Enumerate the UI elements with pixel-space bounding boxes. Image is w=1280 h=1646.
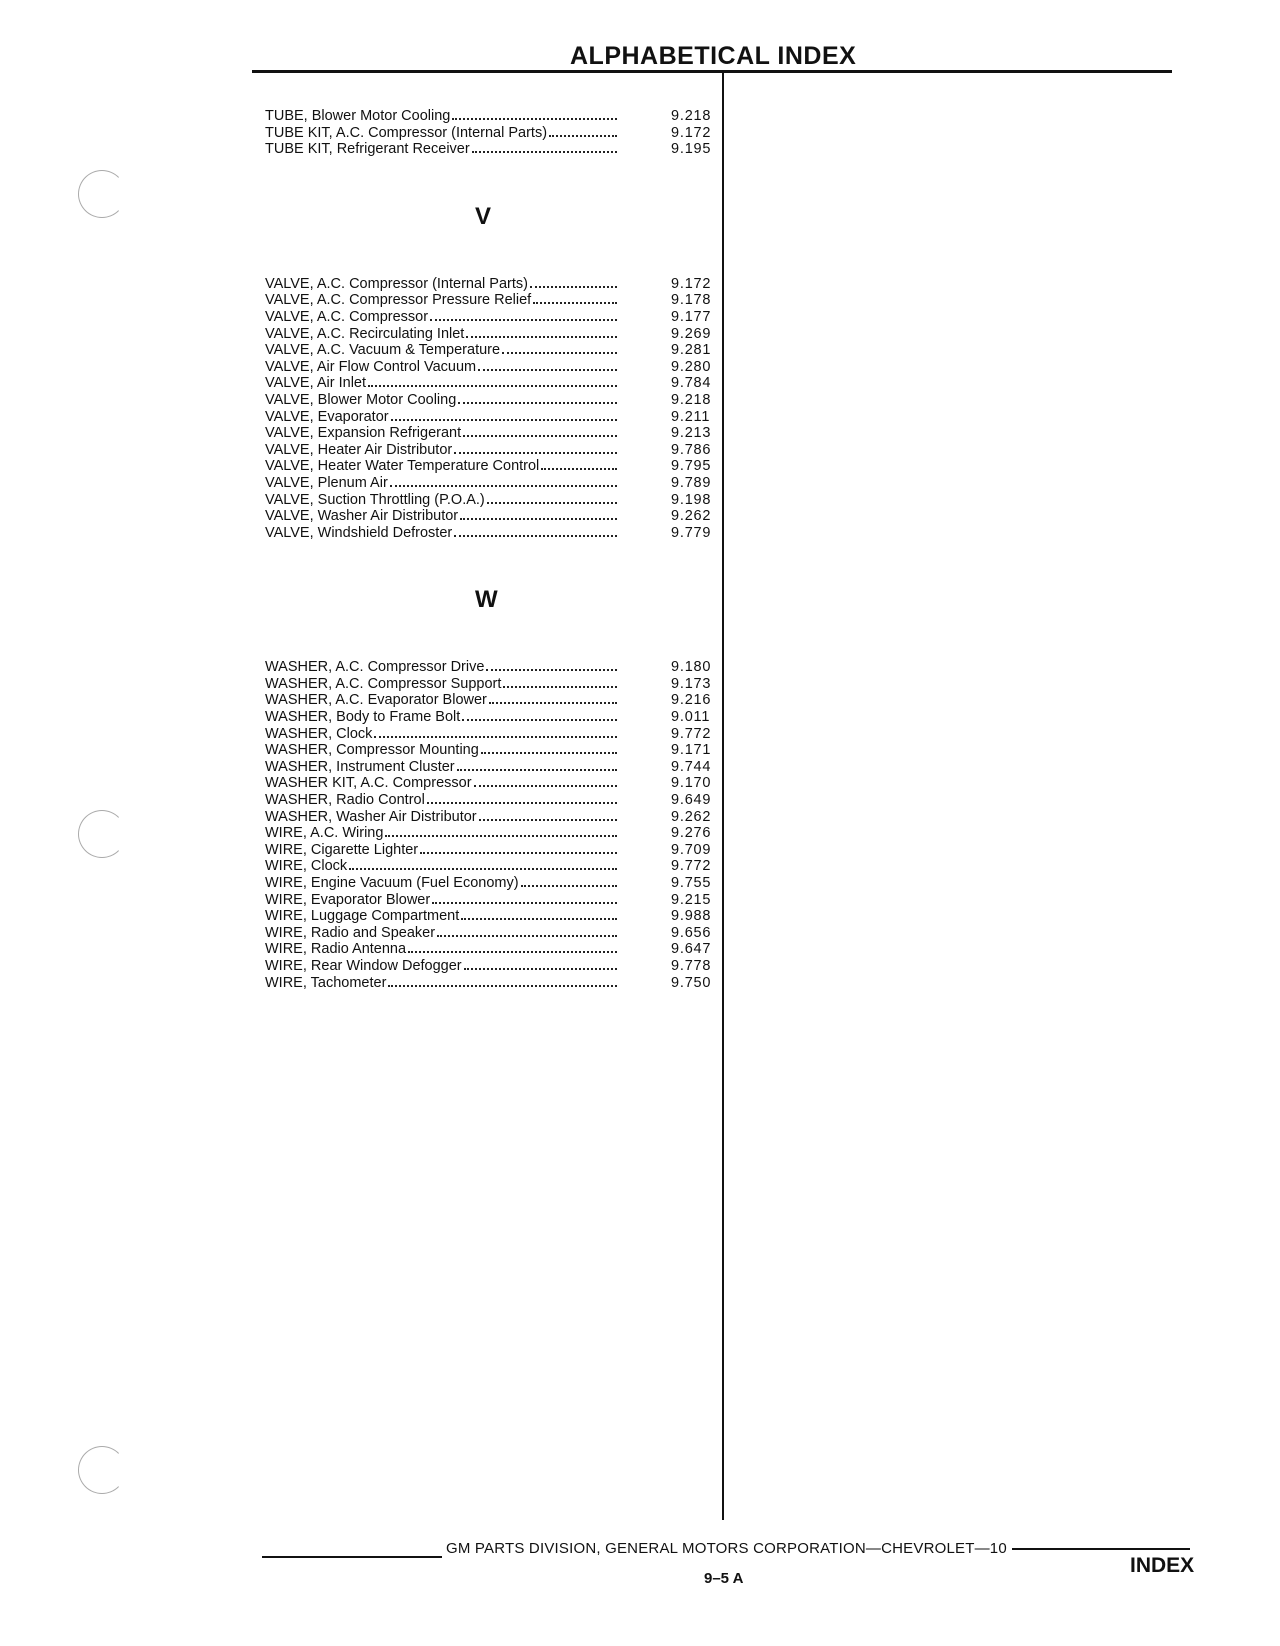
- index-entry: [265, 809, 715, 826]
- dot-leader: [420, 852, 617, 854]
- entry-label: WIRE, Radio and Speaker: [265, 924, 436, 941]
- dot-leader: [368, 385, 617, 387]
- dot-leader: [481, 752, 617, 754]
- index-entry: [265, 726, 715, 743]
- entry-page-ref: 9.750: [671, 974, 712, 991]
- index-entry: [265, 858, 715, 875]
- dot-leader: [464, 968, 617, 970]
- entry-page-ref: 9.172: [671, 275, 712, 292]
- dot-leader: [487, 502, 617, 504]
- index-entry: [265, 742, 715, 759]
- column-divider: [722, 72, 724, 1520]
- entry-page-ref: 9.755: [671, 875, 712, 891]
- punch-hole-middle: [78, 810, 126, 858]
- entry-page-ref: 9.173: [671, 675, 712, 692]
- entry-label: WIRE, Evaporator Blower: [265, 891, 431, 908]
- dot-leader: [472, 151, 617, 153]
- entry-label: TUBE KIT, A.C. Compressor (Internal Parts): [265, 124, 548, 141]
- entry-label: WASHER, A.C. Compressor Support: [265, 675, 502, 692]
- index-entry: [265, 792, 715, 809]
- entry-label: VALVE, A.C. Vacuum & Temperature: [265, 342, 501, 359]
- index-entry: [265, 359, 715, 376]
- index-entry: [265, 892, 715, 909]
- entry-page-ref: 9.772: [671, 858, 712, 875]
- entry-label: WASHER, Instrument Cluster: [265, 758, 455, 775]
- entry-page-ref: 9.198: [671, 491, 712, 508]
- dot-leader: [503, 686, 617, 688]
- dot-leader: [474, 785, 617, 787]
- entry-page-ref: 9.180: [671, 659, 712, 676]
- dot-leader: [458, 402, 617, 404]
- entry-label: WIRE, Luggage Compartment: [265, 908, 460, 925]
- entry-page-ref: 9.647: [671, 941, 712, 958]
- entry-page-ref: 9.784: [671, 375, 712, 392]
- index-entry: [265, 958, 715, 975]
- dot-leader: [385, 835, 617, 837]
- index-entry: [265, 842, 715, 859]
- page-title: ALPHABETICAL INDEX: [570, 42, 857, 70]
- dot-leader: [541, 468, 617, 470]
- entry-label: WIRE, A.C. Wiring: [265, 825, 384, 842]
- index-entry: [265, 492, 715, 509]
- index-entry: [265, 425, 715, 442]
- dot-leader: [391, 419, 617, 421]
- entry-label: WASHER, A.C. Evaporator Blower: [265, 692, 487, 709]
- entry-label: VALVE, Blower Motor Cooling: [265, 391, 457, 408]
- index-entry: [265, 375, 715, 392]
- index-entry: [265, 775, 715, 792]
- dot-leader: [408, 951, 617, 953]
- entry-label: TUBE KIT, Refrigerant Receiver: [265, 141, 470, 158]
- index-entry: [265, 392, 715, 409]
- dot-leader: [390, 485, 617, 487]
- entry-label: VALVE, Windshield Defroster: [265, 524, 453, 541]
- entry-label: VALVE, Washer Air Distributor: [265, 508, 459, 525]
- entry-label: VALVE, Expansion Refrigerant: [265, 425, 462, 442]
- index-entry: [265, 709, 715, 726]
- entry-label: WASHER, A.C. Compressor Drive: [265, 659, 485, 676]
- dot-leader: [349, 868, 617, 870]
- entry-label: VALVE, Heater Water Temperature Control: [265, 458, 540, 475]
- index-entry: [265, 458, 715, 475]
- entry-label: WASHER, Washer Air Distributor: [265, 808, 477, 825]
- index-entry: [265, 475, 715, 492]
- index-entry: [265, 292, 715, 309]
- entry-page-ref: 9.269: [671, 325, 712, 342]
- index-entry: [265, 125, 715, 142]
- entry-page-ref: 9.218: [671, 108, 712, 124]
- index-entry: [265, 508, 715, 525]
- index-section-w: [265, 659, 715, 991]
- index-entry: [265, 908, 715, 925]
- entry-page-ref: 9.216: [671, 692, 712, 709]
- entry-label: WASHER, Radio Control: [265, 792, 425, 809]
- dot-leader: [432, 902, 617, 904]
- entry-page-ref: 9.280: [671, 358, 712, 375]
- index-entry: [265, 925, 715, 942]
- entry-page-ref: 9.778: [671, 957, 712, 974]
- entry-page-ref: 9.779: [671, 524, 712, 541]
- entry-page-ref: 9.172: [671, 124, 712, 141]
- dot-leader: [452, 118, 617, 120]
- dot-leader: [388, 985, 617, 987]
- index-section-v: [265, 276, 715, 542]
- entry-label: WIRE, Cigarette Lighter: [265, 841, 419, 858]
- entry-page-ref: 9.276: [671, 825, 712, 842]
- entry-label: WASHER, Body to Frame Bolt: [265, 709, 461, 726]
- index-entry: [265, 276, 715, 293]
- index-entry: [265, 409, 715, 426]
- index-entry: [265, 108, 715, 125]
- footer-rule-right: [1012, 1548, 1190, 1550]
- entry-page-ref: 9.211: [671, 408, 711, 425]
- entry-label: VALVE, A.C. Compressor (Internal Parts): [265, 275, 528, 292]
- dot-leader: [530, 286, 617, 288]
- entry-label: WASHER, Compressor Mounting: [265, 742, 479, 759]
- dot-leader: [437, 935, 617, 937]
- index-entry: [265, 975, 715, 992]
- index-entry: [265, 342, 715, 359]
- entry-page-ref: 9.262: [671, 508, 712, 525]
- entry-label: VALVE, A.C. Compressor: [265, 308, 429, 325]
- entry-page-ref: 9.213: [671, 425, 712, 442]
- entry-label: VALVE, Air Flow Control Vacuum: [265, 358, 477, 375]
- index-entry: [265, 141, 715, 158]
- entry-page-ref: 9.011: [671, 709, 711, 726]
- entry-label: VALVE, Air Inlet: [265, 375, 367, 392]
- section-tab: INDEX: [1130, 1554, 1195, 1577]
- index-entry: [265, 692, 715, 709]
- index-entry: [265, 941, 715, 958]
- entry-label: WIRE, Engine Vacuum (Fuel Economy): [265, 875, 519, 891]
- index-column: [265, 108, 715, 991]
- entry-label: TUBE, Blower Motor Cooling: [265, 108, 451, 124]
- dot-leader: [533, 302, 617, 304]
- index-section-t: [265, 108, 715, 158]
- letter-heading-v: V: [475, 202, 492, 230]
- dot-leader: [549, 135, 617, 137]
- entry-label: WIRE, Tachometer: [265, 974, 387, 991]
- entry-page-ref: 9.772: [671, 725, 712, 742]
- index-entry: [265, 442, 715, 459]
- index-entry: [265, 326, 715, 343]
- dot-leader: [460, 518, 617, 520]
- dot-leader: [489, 702, 617, 704]
- index-entry: [265, 309, 715, 326]
- entry-label: VALVE, A.C. Compressor Pressure Relief: [265, 292, 532, 309]
- punch-hole-top: [78, 170, 126, 218]
- entry-label: VALVE, Suction Throttling (P.O.A.): [265, 491, 485, 508]
- page-number: 9–5 A: [704, 1570, 744, 1587]
- entry-page-ref: 9.177: [671, 308, 712, 325]
- index-entry: [265, 875, 715, 892]
- entry-page-ref: 9.786: [671, 441, 712, 458]
- index-entry: [265, 525, 715, 542]
- dot-leader: [462, 719, 617, 721]
- entry-label: WASHER KIT, A.C. Compressor: [265, 775, 472, 792]
- entry-page-ref: 9.215: [671, 891, 712, 908]
- entry-page-ref: 9.218: [671, 391, 712, 408]
- entry-page-ref: 9.988: [671, 908, 712, 925]
- entry-page-ref: 9.709: [671, 841, 712, 858]
- index-entry: [265, 759, 715, 776]
- entry-label: WIRE, Radio Antenna: [265, 941, 407, 958]
- index-entry: [265, 676, 715, 693]
- entry-page-ref: 9.178: [671, 292, 712, 309]
- dot-leader: [521, 885, 617, 887]
- dot-leader: [502, 352, 617, 354]
- entry-page-ref: 9.789: [671, 474, 712, 491]
- entry-label: VALVE, Heater Air Distributor: [265, 441, 453, 458]
- entry-page-ref: 9.170: [671, 775, 712, 792]
- dot-leader: [486, 669, 617, 671]
- dot-leader: [463, 435, 617, 437]
- footer-publisher: GM PARTS DIVISION, GENERAL MOTORS CORPORATION—CHEVROLET—10: [446, 1540, 1007, 1557]
- entry-page-ref: 9.281: [671, 342, 712, 359]
- footer-rule-left: [262, 1556, 442, 1558]
- entry-page-ref: 9.656: [671, 924, 712, 941]
- entry-label: WASHER, Clock: [265, 725, 373, 742]
- entry-label: WIRE, Clock: [265, 858, 348, 875]
- dot-leader: [454, 535, 617, 537]
- index-entry: [265, 659, 715, 676]
- dot-leader: [461, 918, 617, 920]
- dot-leader: [427, 802, 617, 804]
- entry-page-ref: 9.171: [671, 742, 712, 759]
- dot-leader: [430, 319, 617, 321]
- entry-label: WIRE, Rear Window Defogger: [265, 957, 462, 974]
- entry-page-ref: 9.744: [671, 758, 712, 775]
- dot-leader: [466, 336, 617, 338]
- title-rule: [252, 70, 1172, 73]
- index-entry: [265, 825, 715, 842]
- entry-label: VALVE, Plenum Air: [265, 474, 388, 491]
- entry-page-ref: 9.262: [671, 808, 712, 825]
- dot-leader: [479, 819, 617, 821]
- entry-page-ref: 9.795: [671, 458, 712, 475]
- dot-leader: [457, 769, 617, 771]
- entry-page-ref: 9.195: [671, 141, 712, 158]
- entry-page-ref: 9.649: [671, 792, 712, 809]
- entry-label: VALVE, A.C. Recirculating Inlet: [265, 325, 465, 342]
- punch-hole-bottom: [78, 1446, 126, 1494]
- dot-leader: [374, 736, 617, 738]
- entry-label: VALVE, Evaporator: [265, 408, 389, 425]
- dot-leader: [454, 452, 617, 454]
- dot-leader: [478, 369, 617, 371]
- letter-heading-w: W: [475, 586, 498, 614]
